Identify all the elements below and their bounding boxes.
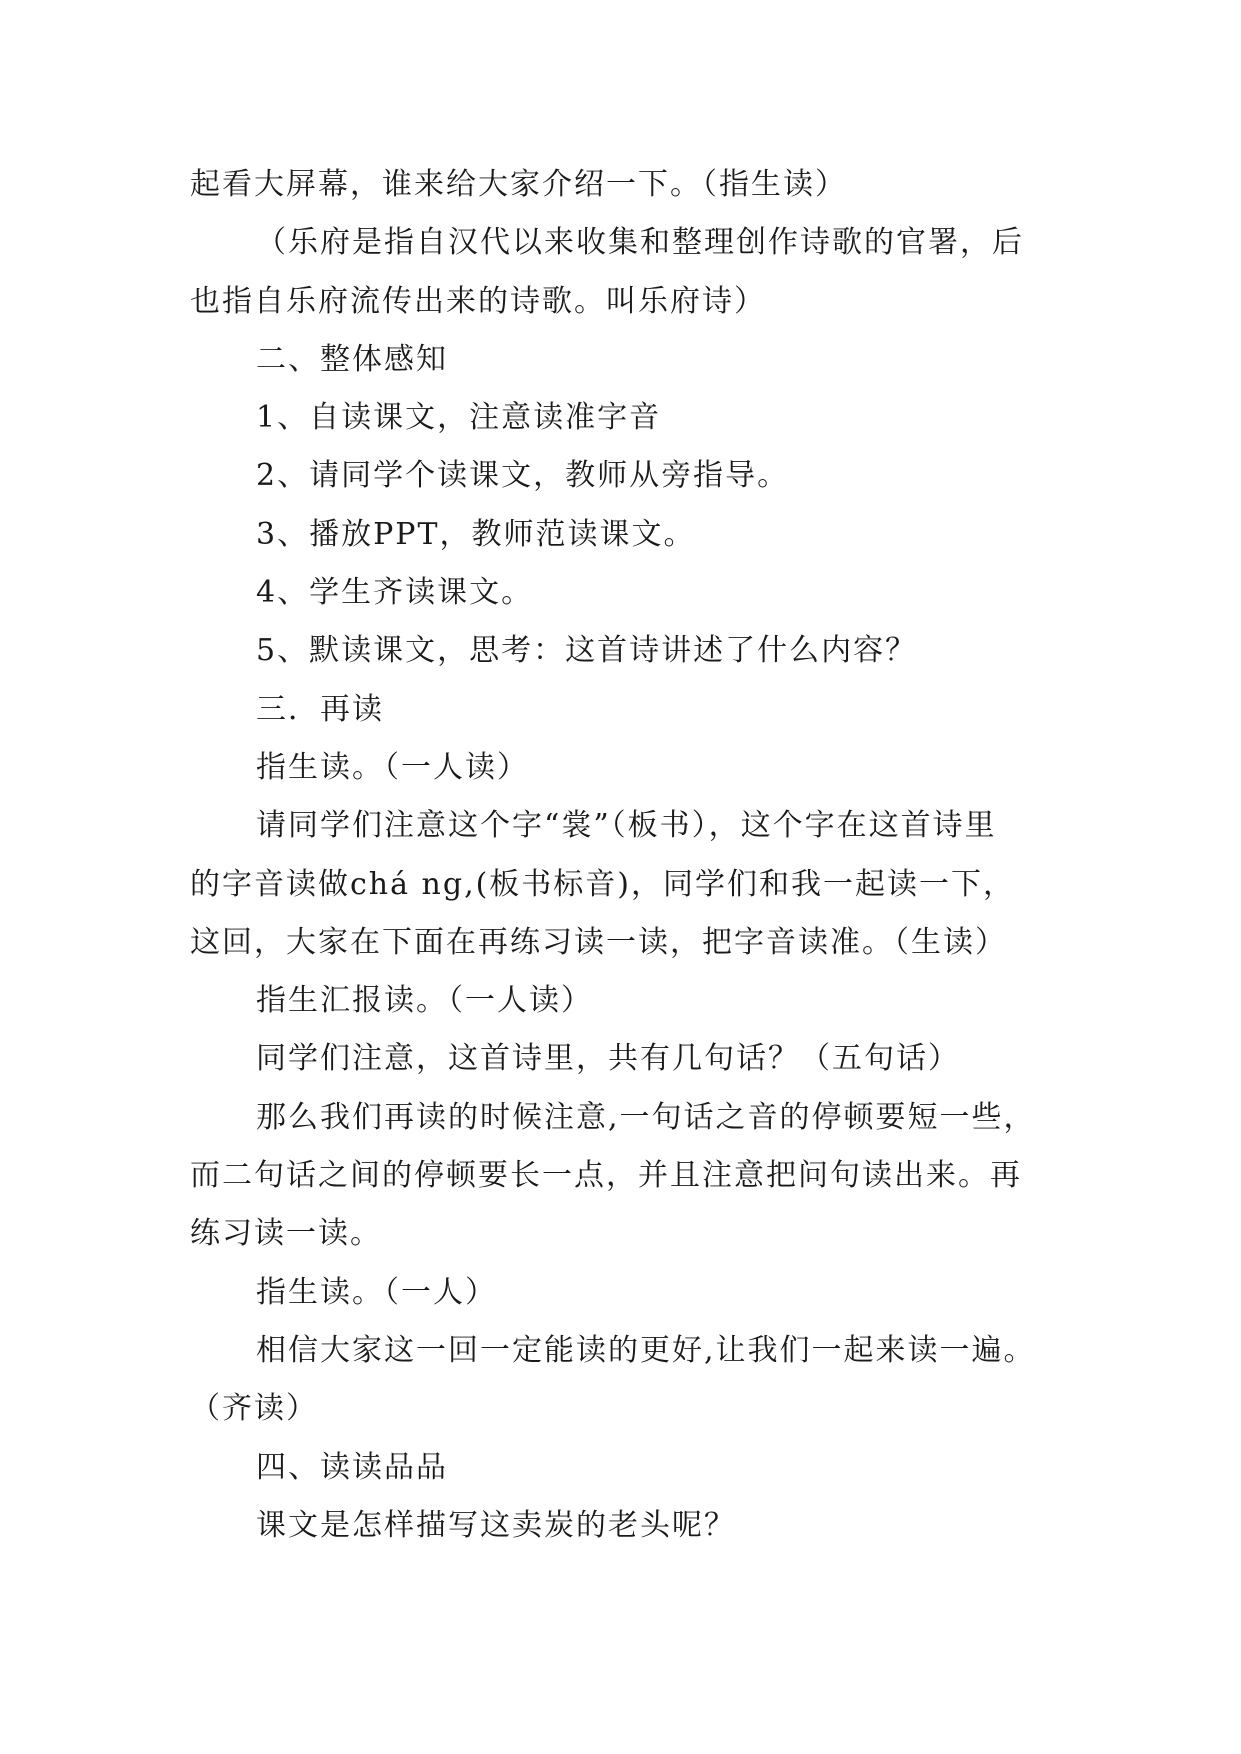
text-line: 请同学们注意这个字“裳”（板书），这个字在这首诗里	[256, 808, 997, 844]
text-line: 指生读。（一人读）	[256, 749, 529, 785]
list-item: 3、播放PPT，教师范读课文。	[256, 516, 696, 552]
section-heading: 四、读读品品	[256, 1449, 448, 1485]
text-line: 的字音读做chá ng,(板书标音)，同学们和我一起读一下，	[190, 866, 1016, 902]
text-line: （齐读）	[190, 1391, 318, 1427]
text-line: 指生读。（一人）	[256, 1274, 497, 1310]
text-line: 也指自乐府流传出来的诗歌。叫乐府诗）	[190, 283, 766, 319]
text-line: 相信大家这一回一定能读的更好,让我们一起来读一遍。	[256, 1332, 1036, 1368]
text-line: （乐府是指自汉代以来收集和整理创作诗歌的官署，后	[256, 225, 1024, 261]
list-item: 1、自读课文，注意读准字音	[256, 400, 662, 436]
list-item: 4、学生齐读课文。	[256, 575, 534, 611]
text-line: 课文是怎样描写这卖炭的老头呢？	[256, 1507, 736, 1543]
text-line: 指生汇报读。（一人读）	[256, 983, 593, 1019]
section-heading: 三．再读	[256, 691, 384, 727]
list-item: 5、默读课文，思考：这首诗讲述了什么内容？	[256, 633, 918, 669]
list-item: 2、请同学个读课文，教师从旁指导。	[256, 458, 790, 494]
text-line: 同学们注意，这首诗里，共有几句话？（五句话）	[256, 1041, 960, 1077]
text-line: 那么我们再读的时候注意,一句话之音的停顿要短一些，	[256, 1099, 1036, 1135]
text-line: 而二句话之间的停顿要长一点，并且注意把问句读出来。再	[190, 1158, 1022, 1194]
text-line: 这回，大家在下面在再练习读一读，把字音读准。（生读）	[190, 924, 1007, 960]
text-line: 起看大屏幕，谁来给大家介绍一下。（指生读）	[190, 167, 847, 202]
document-body	[190, 156, 1052, 1555]
section-heading: 二、整体感知	[256, 341, 448, 377]
text-line: 练习读一读。	[190, 1216, 382, 1252]
